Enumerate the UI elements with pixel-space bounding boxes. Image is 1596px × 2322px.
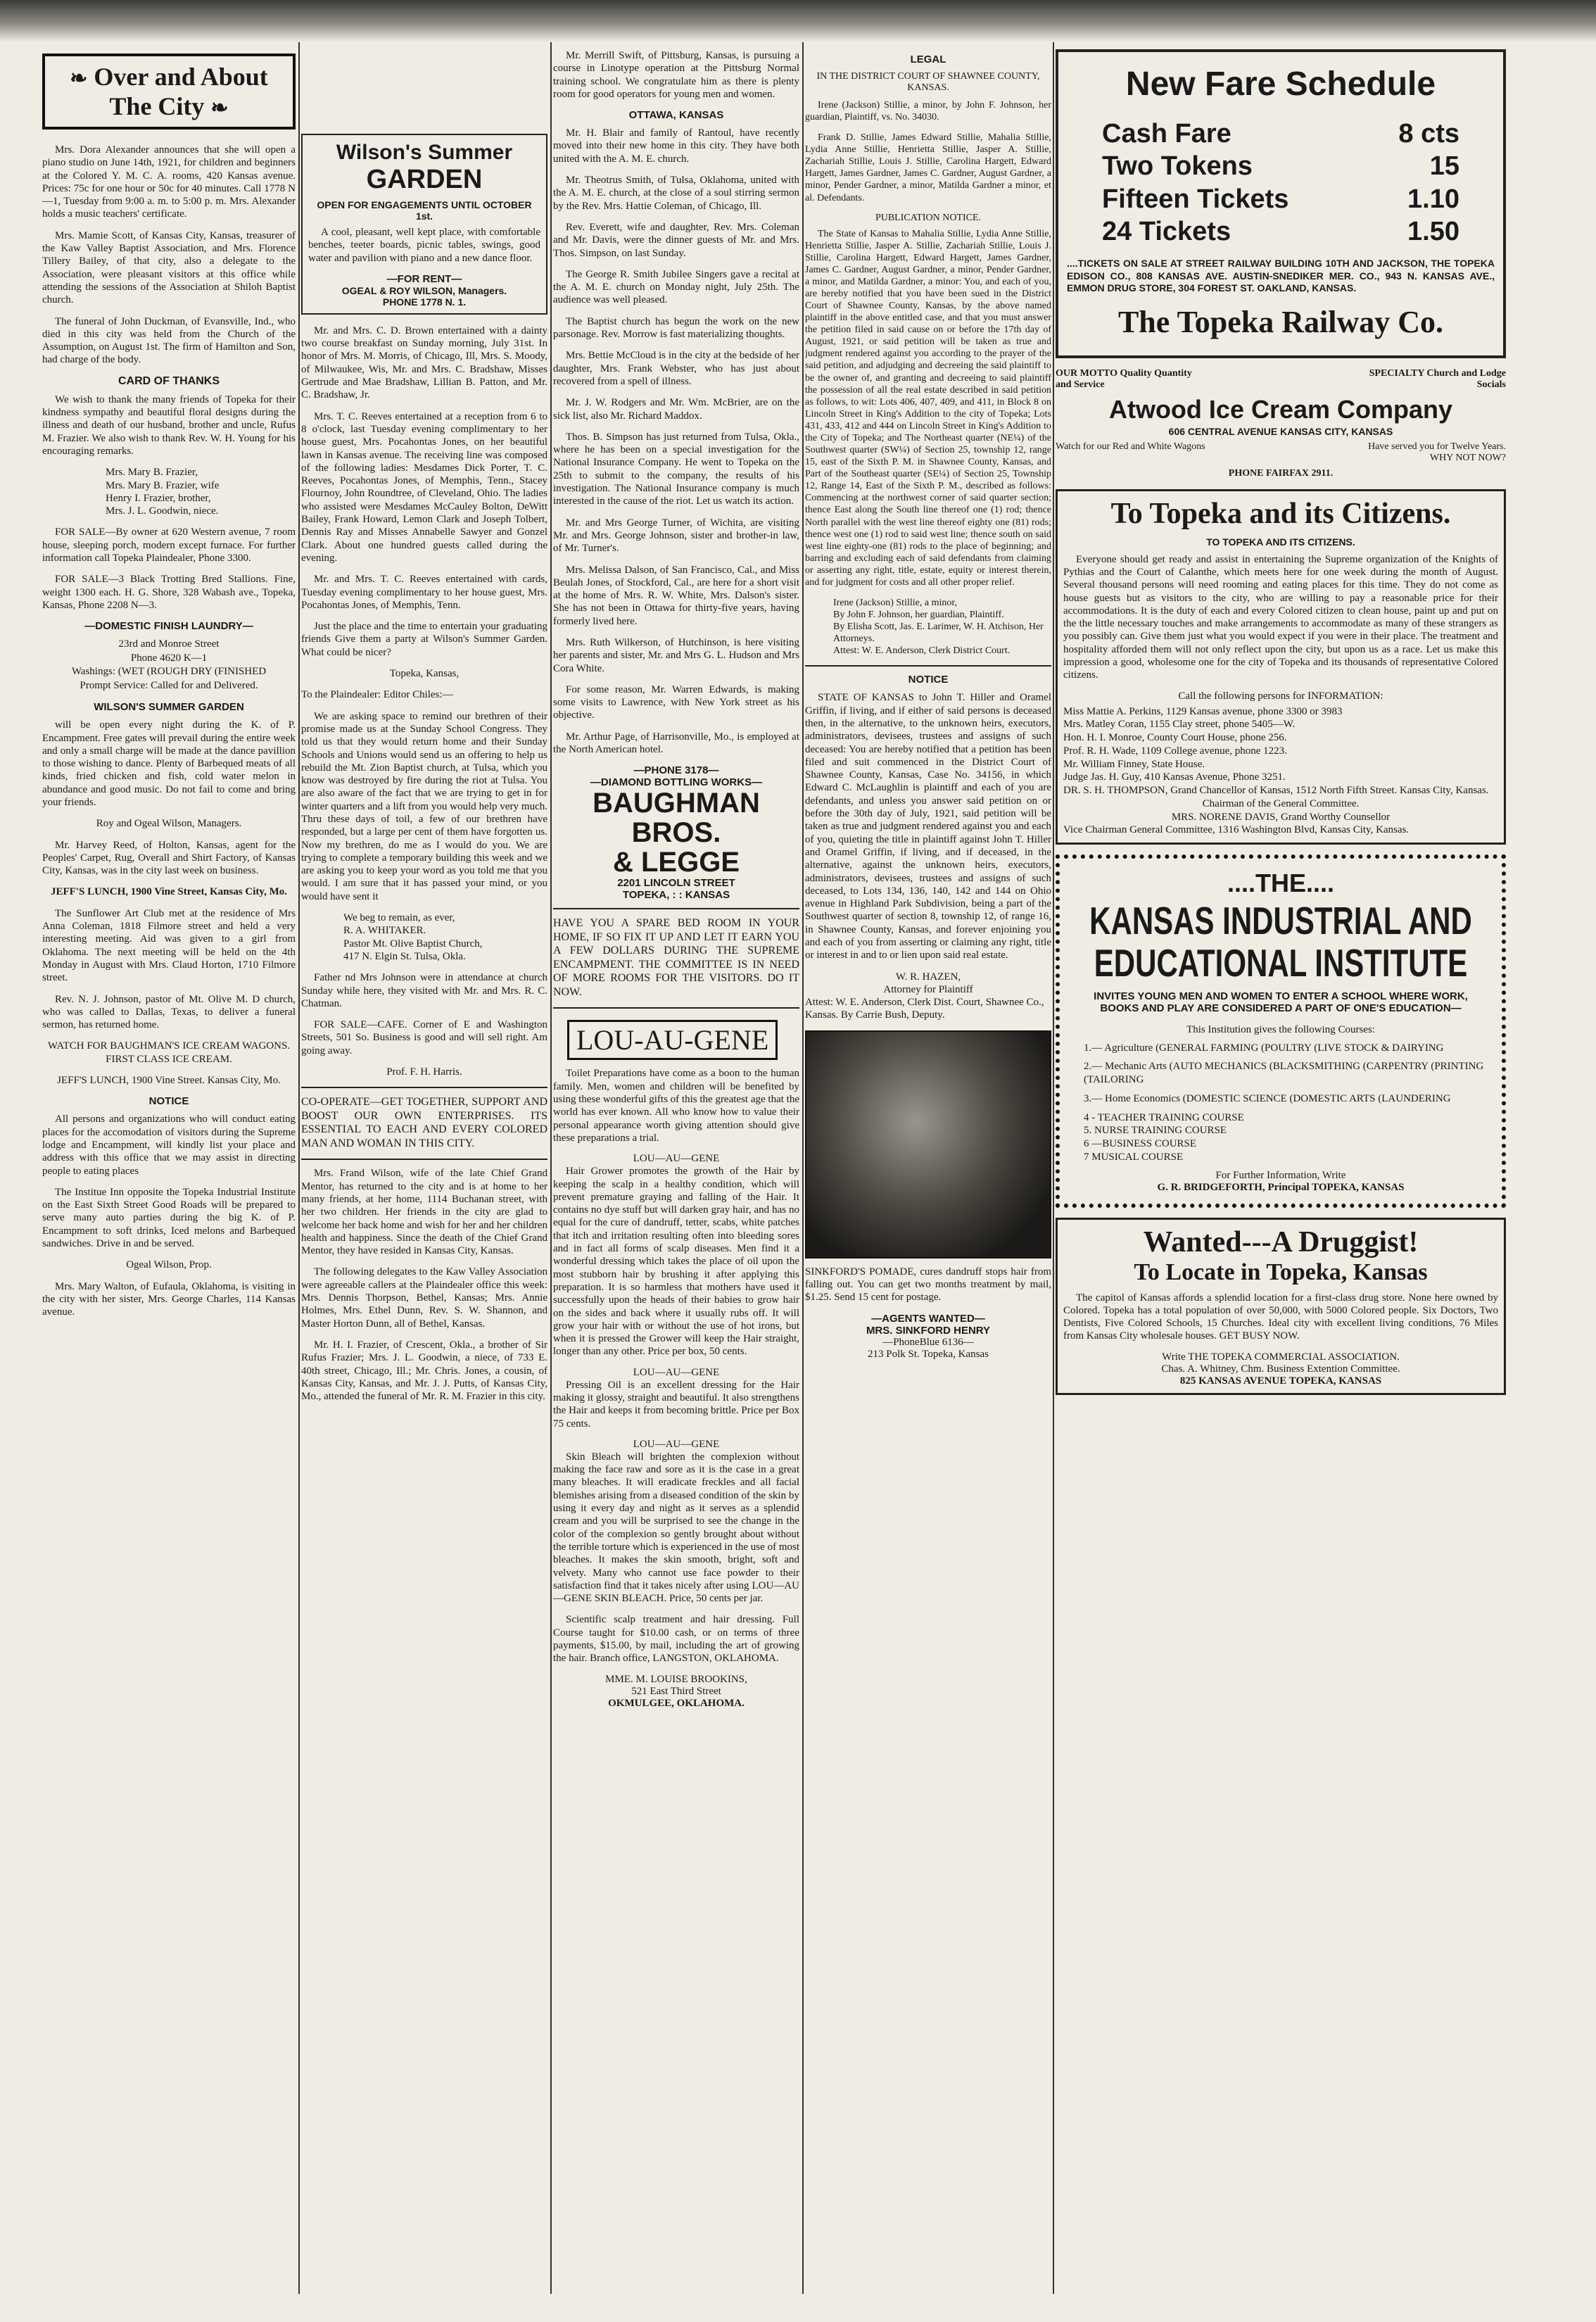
page-top-edge bbox=[0, 0, 1596, 42]
news-item: Mrs. Mamie Scott, of Kansas City, Kansas, treasurer of the Kaw Valley Baptist Association, and Mrs. Florence Tillery Bailey, of that city, also a delegate to the Association, were pleasant visitors at this office while attending the sessions of the Association at Shiloh Baptist church. bbox=[42, 229, 296, 306]
news-item: Mrs. Dora Alexander announces that she will open a piano studio on June 14th, 1921, for children and beginners at the Colored Y. M. C. A. rooms, 420 Kansas avenue. Prices: 75c for one hour or 50c for 40 minutes. Call 1778 N—1, Tuesday from 9:00 a. m. to 5:00 p. m. Mrs. Alexander holds a music teachers' certificate. bbox=[42, 144, 296, 220]
garden-title: WILSON'S SUMMER GARDEN bbox=[94, 701, 244, 714]
fare-note: ....TICKETS ON SALE AT STREET RAILWAY BUILDING 10TH AND JACKSON, THE TOPEKA EDISON CO., 808 KANSAS AVE. AUSTIN-SNEDIKER MER. CO., 943 N. KANSAS AVE., EMMON DRUG STORE, 304 FOREST ST. OAKLAND, KANSAS. bbox=[1067, 258, 1495, 294]
lou-city: OKMULGEE, OKLAHOMA. bbox=[608, 1697, 745, 1709]
thanks-signatures: Mrs. Mary B. Frazier, Mrs. Mary B. Frazier, wife Henry I. Frazier, brother, Mrs. J. L. Goodwin, niece. bbox=[106, 467, 220, 517]
news-item: Father nd Mrs Johnson were in attendance at church Sunday while here, they visited with Mr. and Mrs. R. C. Chatman. bbox=[301, 972, 547, 1009]
ottawa-item: For some reason, Mr. Warren Edwards, is making some visits to Lawrence, with New York street as his objective. bbox=[553, 683, 799, 721]
laundry-details: 23rd and Monroe Street Phone 4620 K—1 Washings: (WET (ROUGH DRY (FINISHED Prompt Service: Called for and Delivered. bbox=[71, 638, 267, 691]
news-item: Rev. N. J. Johnson, pastor of Mt. Olive M. D church, who was called to Dallas, Texas, to deliver a funeral sermon, has returned home. bbox=[42, 993, 296, 1031]
news-item: Just the place and the time to entertain your graduating friends Give them a party at Wilson's Summer Garden. What could be nicer? bbox=[301, 621, 547, 658]
news-item: Mrs. Frand Wilson, wife of the late Chief Grand Mentor, has returned to the city and is at home to her many friends, at her home, 1114 Buchanan street, with her two children. Her friends in the city are glad to welcome her back home and wish for her and her children health and happiness. Since the death of the Chief Grand Mentor, they have resided in Kansas City, Kansas. bbox=[301, 1168, 547, 1257]
druggist-ad bbox=[1056, 1218, 1506, 1395]
divider bbox=[301, 1087, 547, 1088]
ottawa-item: The Baptist church has begun the work on the new parsonage. Rev. Morrow is fast materializing thoughts. bbox=[553, 315, 799, 341]
fare-schedule-ad bbox=[1056, 49, 1506, 358]
fare-label: Two Tokens bbox=[1102, 151, 1253, 182]
publication-title: PUBLICATION NOTICE. bbox=[875, 212, 982, 223]
agents-address: 213 Polk St. Topeka, Kansas bbox=[867, 1348, 989, 1360]
news-item: Mr. Harvey Reed, of Holton, Kansas, agent for the Peoples' Carpet, Rug, Overall and Shirt Factory, of Kansas City, Kansas, was in the city last week on business. bbox=[42, 839, 296, 877]
news-item: Mrs. Mary Walton, of Eufaula, Oklahoma, is visiting in the city with her sister, Mrs. George Charles, 114 Kansas avenue. bbox=[42, 1280, 296, 1318]
ad-managers: OGEAL & ROY WILSON, Managers. bbox=[341, 284, 507, 296]
notice-body: All persons and organizations who will conduct eating places for the accomodation of visitors during the Supreme lodge and Encampment, will kindly list your place and address with this office that we may assist in directing people to eating places bbox=[42, 1113, 296, 1177]
institute-title: EDUCATIONAL INSTITUTE bbox=[1094, 942, 1468, 985]
institute-further: For Further Information, Write bbox=[1215, 1169, 1346, 1181]
legal-title: LEGAL bbox=[910, 53, 946, 65]
fare-title: New Fare Schedule bbox=[1125, 65, 1436, 103]
notice-sign: W. R. HAZEN, Attorney for Plaintiff Attest: W. E. Anderson, Clerk Dist. Court, Shawnee Co., Kansas. By Carrie Bush, Deputy. bbox=[805, 971, 1044, 1021]
lou-item: Skin Bleach will brighten the complexion without making the face raw and sore as it is the case in a great many bleaches. It will eradicate freckles and all facial blemishes arising from a diseased condition of the skin by using it every day and night as it serves as a splendid cream and you will be surprised to see the change in the color of the complexion so gently brought about without the terrible torture which is experienced in the use of most bleaches. It makes the skin smooth, bright, soft and velvety. Many who cannot use face powder to their satisfaction find that it takes nicely after using LOU—AU—GENE SKIN BLEACH. Price, 50 cents per jar. bbox=[553, 1451, 799, 1605]
thanks-title: CARD OF THANKS bbox=[118, 374, 220, 387]
ottawa-item: Thos. B. Simpson has just returned from Tulsa, Okla., where he has been on a special investigation for the National Insurance Company. He went to Topeka on the 25th to submit to the company, the results of his investigation. The National Insurance company is much interested in the cause of the riot. Let us watch its action. bbox=[553, 431, 799, 507]
news-item: Mr. H. I. Frazier, of Crescent, Okla., a brother of Sir Rufus Frazier; Mrs. J. L. Goodwin, a niece, of 733 E. 40th street, Chicago, Ill.; Mr. Chris. Jones, a cousin, of Kansas City, Kansas, and Mr. J. J. Putts, of Kansas City, Mo., attended the funeral of Mr. R. M. Frazier in this city. bbox=[301, 1339, 547, 1403]
atwood-phone: PHONE FAIRFAX 2911. bbox=[1228, 467, 1334, 479]
pomade-ad: SINKFORD'S POMADE, cures dandruff stops hair from falling out. You can get two months treatment by mail, $1.25. Send 15 cent for postage. bbox=[805, 1266, 1051, 1304]
lou-item-title: LOU—AU—GENE bbox=[633, 1153, 720, 1165]
wilson-garden-ad bbox=[301, 134, 547, 315]
publication-sign: Irene (Jackson) Stillie, a minor, By John F. Johnson, her guardian, Plaintiff. By Elisha Scott, Jas. E. Larimer, W. H. Atchison, Her Attorneys. Attest: W. E. Anderson, Clerk District Court. bbox=[833, 597, 1044, 657]
institute-courses: 1.— Agriculture (GENERAL FARMING (POULTRY (LIVE STOCK & DAIRYING 2.— Mechanic Arts (AUTO MECHANICS (BLACKSMITHING (CARPENTRY (PRINTING (TAILORING 3.— Home Economics (DOMESTIC SCIENCE (DOMESTIC ARTS (LAUNDERING 4 - TEACHER TRAINING COURSE 5. NURSE TRAINING COURSE 6 —BUSINESS COURSE 7 MUSICAL COURSE bbox=[1084, 1042, 1484, 1163]
lou-item: Hair Grower promotes the growth of the Hair by keeping the scalp in a healthy condition, which will prevent premature graying and falling of the Hair. It contains no dye stuff but will darken gray hair, and has no equal for the cure of dandruff, tetter, scabs, white patches that itch and irritation resulting often into bleeding sores and in fact all forms of scalp diseases. Men find it a wonderful dressing which takes the place of oil upon the most stubborn hair by brushing it after applying this preparation. It is so harmless that mothers have used it successfully upon the heads of their babies to grow hair on the sides and back where it usually rubs off. It will grow your hair with or without the use of hot irons, but when it is pressed the Grower will keep the Hair straight, longer than any other. Price per box, 50 cents. bbox=[553, 1166, 799, 1358]
lou-sign: MME. M. LOUISE BROOKINS, bbox=[605, 1673, 747, 1685]
lou-address: 521 East Third Street bbox=[631, 1685, 721, 1697]
fare-row bbox=[1067, 183, 1495, 215]
baughman-address: 2201 LINCOLN STREET bbox=[617, 877, 735, 890]
inn-body: The Institue Inn opposite the Topeka Industrial Institute on the East Sixth Street Good Roads will be prepared to serve many auto parties during the big K. of P. Encampment to soft drinks, Iced melons and Barbequed sandwiches. Drive in and be served. bbox=[42, 1186, 296, 1249]
column-rule bbox=[298, 42, 300, 2294]
fare-row bbox=[1067, 150, 1495, 182]
ottawa-item: Mr. Theotrus Smith, of Tulsa, Oklahoma, united with the A. M. E. church, at the close of a soul stirring sermon by the Rev. Mrs. Hattie Coleman, of Chicago, Ill. bbox=[553, 175, 799, 212]
druggist-address: 825 KANSAS AVENUE TOPEKA, KANSAS bbox=[1179, 1375, 1382, 1387]
ottawa-item: Mr. J. W. Rodgers and Mr. Wm. McBrier, are on the sick list, also Mr. Richard Maddox. bbox=[553, 397, 799, 422]
fare-row bbox=[1067, 215, 1495, 248]
column-rule bbox=[802, 42, 804, 2294]
agents-wanted: —AGENTS WANTED— bbox=[871, 1312, 985, 1325]
column-2 bbox=[301, 49, 547, 2294]
atwood-wagons: Watch for our Red and White Wagons bbox=[1056, 441, 1205, 452]
garden-sign: Roy and Ogeal Wilson, Managers. bbox=[96, 818, 242, 830]
column-rule bbox=[1053, 42, 1054, 2294]
classified: FOR SALE—3 Black Trotting Bred Stallions. Fine, weight 1300 each. H. G. Shore, 328 Wabash ave., Topeka, Kansas, Phone 2208 N—3. bbox=[42, 574, 296, 611]
agents-name: MRS. SINKFORD HENRY bbox=[866, 1324, 991, 1337]
ottawa-item: Mrs. Melissa Dalson, of San Francisco, Cal., and Miss Beulah Jones, of Stockford, Cal., are here for a short visit at the home of Mrs. R. W. White, Mrs. Dalson's sister. She has not been in Ottawa for thirty-five years, having formerly lived here. bbox=[553, 564, 799, 627]
news-item: The following delegates to the Kaw Valley Association were agreeable callers at the Plaindealer office this week: Mrs. Dennis Thorpson, Bethel, Kansas; Mrs. Annie Holmes, Mrs. Ethel Dunn, Rev. S. W. Shannon, and Master Horton Dunn, all of Bethel, Kansas. bbox=[301, 1266, 547, 1330]
ottawa-item: Mrs. Bettie McCloud is in the city at the bedside of her daughter, Mrs. Frank Webster, who has just about recovered from a spell of illness. bbox=[553, 350, 799, 387]
letter-to: To the Plaindealer: Editor Chiles:— bbox=[301, 689, 453, 701]
fare-price: 1.50 bbox=[1407, 217, 1459, 247]
legal-parties: Frank D. Stillie, James Edward Stillie, Mahalia Stillie, Lydia Anne Stillie, Henrietta Stillie, Jasper A. Stillie, Zachariah Stillie, Louis J. Stillie, Carolina Hargett, Edward Hargett, James Gardner, James C. Gardner, August Gardner, a minor, Pender Gardner, a minor, Matilda Gardner a minor, et al. Defendants. bbox=[805, 132, 1051, 203]
column-rule bbox=[550, 42, 552, 2294]
column-1 bbox=[42, 49, 296, 2294]
notice-body: STATE OF KANSAS to John T. Hiller and Oramel Griffin, if living, and if either of said persons is deceased then, in the alternative, to the unknown heirs, executors, administrators, devisees, trustees and assigns of such deceased: You are hereby notified that a petition has been filed and suit commenced in the District Court of Shawnee County, Kansas, Case No. 34156, in which Edward C. McLaughlin is plaintiff and each of you are defendants, and unless you answer said petition on or before the 30th day of July, 1921, said petition will be taken as true and judgment rendered against you and each of you, quieting the title in plaintiff against John T. Hiller and Oramel Griffin, if living, and if deceased, in the alternative, against the unknown heirs, executors, administrators, devisees, trustees and assigns of such deceased, to Lots 134, 136, 140, 142 and 144 on Ohio avenue in Highland Park Subdivision, being a part of the Southwest quarter of section 8, township 12, of range 16, in Shawnee County, Kansas, and forever enjoining you and each of you from asserting or claiming any right, title or interest in and to or lien upon said real estate. bbox=[805, 692, 1051, 961]
druggist-title: Wanted---A Druggist! bbox=[1143, 1225, 1419, 1258]
divider bbox=[553, 908, 799, 909]
fare-price: 1.10 bbox=[1407, 184, 1459, 214]
institute-ad bbox=[1056, 854, 1506, 1207]
citizens-contact-list: Miss Mattie A. Perkins, 1129 Kansas avenue, phone 3300 or 3983 Mrs. Matley Coran, 1155 Clay street, phone 5405—W. Hon. H. I. Monroe, County Court House, phone 256. Prof. R. H. Wade, 1109 College avenue, phone 1223. Mr. William Finney, State House. Judge Jas. H. Guy, 410 Kansas Avenue, Phone 3251. DR. S. H. THOMPSON, Grand Chancellor of Kansas, 1512 North Fifth Street. Kansas City, Kansas. Chairman of the General Committee. MRS. NORENE DAVIS, Grand Worthy Counsellor Vice Chairman General Committee, 1316 Washington Blvd, Kansas City, Kansas. bbox=[1063, 705, 1489, 836]
divider bbox=[805, 665, 1051, 667]
atwood-address: 606 CENTRAL AVENUE KANSAS CITY, KANSAS bbox=[1168, 425, 1393, 437]
classified: FOR SALE—By owner at 620 Western avenue, 7 room house, sleeping porch, modern except furnace. For further information call Topeka Plaindealer, Phone 3300. bbox=[42, 526, 296, 564]
ornament-icon: ❧ bbox=[70, 67, 88, 90]
atwood-served: Have served you for Twelve Years. WHY NOT NOW? bbox=[1368, 441, 1506, 463]
jeffs-lunch: JEFF'S LUNCH, 1900 Vine Street, Kansas City, Mo. bbox=[51, 886, 287, 898]
atwood-ad bbox=[1056, 368, 1506, 479]
divider bbox=[301, 1159, 547, 1160]
lou-item: Pressing Oil is an excellent dressing for the Hair making it glossy, straight and beautiful. It also strengthens the Hair and keeps it from becoming brittle. Price per Box 75 cents. bbox=[553, 1379, 799, 1430]
divider bbox=[553, 1007, 799, 1009]
classified: FOR SALE—CAFE. Corner of E and Washington Streets, 501 So. Business is good and will sell right. Am going away. bbox=[301, 1019, 547, 1056]
ottawa-title: OTTAWA, KANSAS bbox=[628, 109, 724, 122]
ad-body: A cool, pleasant, well kept place, with comfortable benches, teeter boards, picnic tables, swings, good water and pavilion with piano and a new dance floor. bbox=[308, 227, 540, 264]
jeffs-lunch-2: JEFF'S LUNCH, 1900 Vine Street. Kansas City, Mo. bbox=[57, 1075, 281, 1087]
fare-label: 24 Tickets bbox=[1102, 217, 1231, 247]
news-item: The funeral of John Duckman, of Evansville, Ind., who died in this city was held from the Church of the Assumption, on August 1st. The firm of Hamilton and Son, had charge of the body. bbox=[42, 315, 296, 366]
column-5 bbox=[1056, 49, 1506, 2294]
baughman-notice: WATCH FOR BAUGHMAN'S ICE CREAM WAGONS. FIRST CLASS ICE CREAM. bbox=[47, 1040, 291, 1065]
news-item: The Sunflower Art Club met at the residence of Mrs Anna Coleman, 1818 Filmore street and held a very interesting meeting. Aid was given to a girl from Oklahoma. The next meeting will be held on the 4th Monday in August with Mrs. Claud Horton, 1710 Filmore street. bbox=[42, 907, 296, 984]
legal-case: Irene (Jackson) Stillie, a minor, by John F. Johnson, her guardian, Plaintiff, vs. No. 34030. bbox=[805, 100, 1051, 123]
atwood-specialty: SPECIALTY Church and Lodge Socials bbox=[1369, 367, 1506, 390]
inn-sign: Ogeal Wilson, Prop. bbox=[126, 1259, 212, 1271]
ad-phone: PHONE 1778 N. 1. bbox=[382, 296, 467, 308]
citizens-title: To Topeka and its Citizens. bbox=[1110, 497, 1451, 530]
lou-intro: Toilet Preparations have come as a boon to the human family. Men, women and children will be benefited by using these wonderful gifts of this the greatest age that the world has ever known. All who know how to value their personal appearance worth giving attention should give these preparations a trial. bbox=[553, 1068, 799, 1144]
lou-item-title: LOU—AU—GENE bbox=[633, 1438, 720, 1450]
citizens-subtitle: TO TOPEKA AND ITS CITIZENS. bbox=[1206, 536, 1355, 548]
baughman-city: TOPEKA, : : KANSAS bbox=[622, 889, 730, 902]
column-4 bbox=[805, 49, 1051, 2294]
atwood-title: Atwood Ice Cream Company bbox=[1108, 394, 1453, 424]
thanks-body: We wish to thank the many friends of Topeka for their kindness sympathy and beautiful floral designs during the illness and death of our husband, brother and uncle, Rufus M. Frazier. We also wish to thank Rev. W. H. Young for his encouraging remarks. bbox=[42, 393, 296, 457]
druggist-chairman: Chas. A. Whitney, Chm. Business Extention Committee. bbox=[1161, 1363, 1400, 1375]
institute-subtitle: INVITES YOUNG MEN AND WOMEN TO ENTER A SCHOOL WHERE WORK, BOOKS AND PLAY ARE CONSIDERED A PART OF ONE'S EDUCATION— bbox=[1094, 990, 1468, 1014]
publication-body: The State of Kansas to Mahalia Stillie, Lydia Anne Stillie, Henrietta Stillie, Jasper A. Stillie, Zachariah Stillie, Louis J. Stillie, Carolina Hargett, Edward Hargett, James Gardner, James C. Gardner, August Gardner, a minor, Pender Gardner, a minor, and Matilda Gardner, a minor: You, and each of you, are hereby notified that you have been sued in the District Court of Shawnee County, Kansas, by the above named plaintiff in the above entitled case, and that you must answer the petition filed in said cause on or before the 17th day of August, 1921, or said petition will be taken as true and judgment rendered against you according to the prayer of the said petition, and adjudging and decreeing the said plaintiff to be the owner of, and granting and decreeing to said plaintiff the possession of all the real estate described in said petition as follows, to wit: Lots 406, 407, 409, and 411, in Block 8 on Lincoln Street in King's Addition to the city of Topeka; Lots 431, 433, 412 and 444 on Lincoln Street in King's Addition to the City of Topeka; and The Northeast quarter (NE¼) of the Southwest quarter (SW¼) of Section 25, township 12, range 15, east of the Sixth P. M. in Shawnee County, Kansas, and Part of the Southeast quarter (SE¼) of Section 25, Township 12, Range 14, East of the Sixth P. M., described as follows: Commencing at the northwest corner of said quarter section; thence East along the South line thereof one (1) rod; thence North parallel with the west line thereof eighty one (81) rods; thence west one (1) rod to said west line; thence south on said west line eighty-one (81) rods to the place of beginning; and barring and excluding each of said defendants from claiming or asserting any right, title, estate, equity or interest therein, and for judgment for costs and all other proper relief. bbox=[805, 228, 1051, 588]
section-header: ❧ Over and About The City ❧ bbox=[42, 53, 296, 130]
railway-name: The Topeka Railway Co. bbox=[1117, 304, 1444, 339]
baughman-name: BAUGHMAN BROS. bbox=[593, 788, 760, 849]
notice-title: NOTICE bbox=[148, 1095, 189, 1108]
letter-place: Topeka, Kansas, bbox=[389, 668, 460, 680]
news-item: Mr. and Mrs. T. C. Reeves entertained with cards, Tuesday evening complimentary to her house guest, Mrs. Pocahontas Jones, of Memphis, Tenn. bbox=[301, 574, 547, 611]
harris-sign: Prof. F. H. Harris. bbox=[386, 1066, 462, 1078]
ottawa-item: Rev. Everett, wife and daughter, Rev. Mrs. Coleman and Mr. Davis, were the dinner guests of Mr. and Mrs. Thos. Simpson, on last Sunday. bbox=[553, 221, 799, 259]
institute-the: ....THE.... bbox=[1227, 869, 1334, 898]
letter-close: We beg to remain, as ever, R. A. WHITAKER. Pastor Mt. Olive Baptist Church, 417 N. Elgin St. Tulsa, Okla. bbox=[343, 912, 483, 962]
institute-intro: This Institution gives the following Courses: bbox=[1186, 1023, 1375, 1035]
lou-item: Scientific scalp treatment and hair dressing. Full Course taught for $10.00 cash, or on terms of three payments, $15.00, by mail, including the art of growing the hair. Branch office, LANGSTON, OKLAHOMA. bbox=[553, 1614, 799, 1665]
fare-price: 8 cts bbox=[1398, 119, 1459, 149]
ottawa-item: Mr. and Mrs George Turner, of Wichita, are visiting Mr. and Mrs. George Johnson, sister and brother-in law, of Mr. Turner's. bbox=[553, 517, 799, 555]
column-3 bbox=[553, 49, 799, 2294]
fare-price: 15 bbox=[1429, 151, 1459, 182]
fare-list bbox=[1067, 118, 1495, 248]
garden-body: will be open every night during the K. of P. Encampment. Free gates will prevail during the entire week and only a small charge will be made at the dance pavillion to those wishing to dance. Plenty of Barbequed meats of all kinds, fried chicken and fish, cold water melon in abundance and good music. Do not fail to come and bring your friends. bbox=[42, 719, 296, 808]
lou-au-gene-logo: LOU-AU-GENE bbox=[567, 1020, 778, 1060]
legal-court: IN THE DISTRICT COURT OF SHAWNEE COUNTY, KANSAS. bbox=[816, 71, 1040, 93]
ottawa-item: Mrs. Ruth Wilkerson, of Hutchinson, is here visiting her parents and sister, Mr. and Mrs G. L. Hudson and Mrs Cora White. bbox=[553, 636, 799, 674]
agents-phone: —PhoneBlue 6136— bbox=[882, 1336, 974, 1348]
lou-item-title: LOU—AU—GENE bbox=[633, 1366, 720, 1378]
laundry-title: —DOMESTIC FINISH LAUNDRY— bbox=[84, 620, 253, 633]
ottawa-item: Mr. Arthur Page, of Harrisonville, Mo., is employed at the North American hotel. bbox=[553, 731, 799, 756]
spare-room-notice: HAVE YOU A SPARE BED ROOM IN YOUR HOME, IF SO FIX IT UP AND LET IT EARN YOU A FEW DOLLARS DURING THE SUPREME ENCAMPMENT. THE COMMITTEE IS IN NEED OF MORE ROOMS FOR THE VISITORS. DO IT NOW. bbox=[553, 917, 799, 998]
news-item: Mr. and Mrs. C. D. Brown entertained with a dainty two course breakfast on Sunday morning, July 31st. In honor of Mrs. M. Morris, of Chicago, Ill, Mrs. S. Moody, of Milwaukee, Wis, Mr. and Mrs. C. Bradshaw, Misses Gertrude and Mae Bradshaw, Lillian B. Patton, and Mr. C. Bradshaw, Jr. bbox=[301, 324, 547, 401]
ornament-icon: ❧ bbox=[210, 96, 229, 120]
citizens-call: Call the following persons for INFORMATION: bbox=[1178, 690, 1383, 702]
portrait-photo bbox=[805, 1030, 1051, 1258]
druggist-body: The capitol of Kansas affords a splendid location for a first-class drug store. None here owned by Colored. Topeka has a total population of over 50,000, with 5000 Colored people. Six Doctors, Two Dentists, Five Colored Schools, 15 Churches. Ideal city with excellent living conditions, 76 Miles from Kansas City wholesale houses. GET BUSY NOW. bbox=[1063, 1292, 1498, 1342]
fare-row bbox=[1067, 118, 1495, 150]
ad-rent: —FOR RENT— bbox=[386, 272, 462, 285]
ottawa-item: The George R. Smith Jubilee Singers gave a recital at the A. M. E. church on Monday night, July 25th. The audience was well pleased. bbox=[553, 268, 799, 306]
ad-title: Wilson's Summer bbox=[336, 141, 513, 164]
institute-principal: G. R. BRIDGEFORTH, Principal TOPEKA, KANSAS bbox=[1157, 1181, 1405, 1193]
citizens-notice bbox=[1056, 489, 1506, 845]
institute-title: KANSAS INDUSTRIAL AND bbox=[1089, 899, 1472, 943]
druggist-subtitle: To Locate in Topeka, Kansas bbox=[1134, 1258, 1428, 1285]
fare-label: Fifteen Tickets bbox=[1102, 184, 1289, 214]
ad-subtitle: OPEN FOR ENGAGEMENTS UNTIL OCTOBER 1st. bbox=[317, 199, 532, 222]
druggist-write: Write THE TOPEKA COMMERCIAL ASSOCIATION. bbox=[1162, 1351, 1400, 1363]
bottling-title: —DIAMOND BOTTLING WORKS— bbox=[590, 776, 763, 789]
news-item: Mrs. T. C. Reeves entertained at a reception from 6 to 8 o'clock, last Tuesday evening complimentary to her house guest, Mrs. Pocahontas Jones, on her beautiful lawn in Kansas avenue. The receiving line was composed of the following ladies: Mesdames Dick Porter, T. C. Reeves, Pocahontas Jones, of Memphis, Tenn., Stacey Flournoy, John Roundtree, of Cleveland, Ohio. The ladies who assisted were Mesdames McCauley Bolton, DeWitt Bailey, Frank Howard, Lemon Clark and Joseph Tolbert, Dennis Ray and Misses Annabelle Sawyer and Gonzel Clark. About one hundred guests called during the evening. bbox=[301, 410, 547, 564]
news-item: Mr. Merrill Swift, of Pittsburg, Kansas, is pursuing a course in Linotype operation at the Pittsburg Normal training school. We congratulate him as there is plenty room for good operators for young men and women. bbox=[553, 50, 799, 100]
bottling-phone: —PHONE 3178— bbox=[633, 764, 719, 777]
ad-title: GARDEN bbox=[366, 165, 483, 194]
notice-title: NOTICE bbox=[908, 674, 949, 686]
atwood-motto: OUR MOTTO Quality Quantity and Service bbox=[1056, 367, 1192, 390]
cooperate-notice: CO-OPERATE—GET TOGETHER, SUPPORT AND BOOST OUR OWN ENTERPRISES. ITS ESSENTIAL TO EACH AND EVERY COLORED MAN AND WOMAN IN THIS CITY. bbox=[301, 1096, 547, 1149]
letter-body: We are asking space to remind our brethren of their promise made us at the Sunday School Congress. They told us that they would return home and their Sunday Schools and Unions would send us an offering to help us rebuild the Mt. Zion Baptist church, at Tulsa, which you know was destroyed by fire during the riot at Tulsa. You are also aware of the fact that we are trying to get in for winter quarters and a lift from you would help very much. Thru these days of toil, a few of our brethren have responded, but a large per cent of them have forgotten us. Now my brethren, do me as I would do you. We are trying to complete a temporary building this week and we are asking you to keep your word as you told me that you would. I am sure that it has passed your mind, or you would have sent it bbox=[301, 710, 547, 902]
ottawa-item: Mr. H. Blair and family of Rantoul, have recently moved into their new home in this city. They have both united with the A. M. E. church. bbox=[553, 127, 799, 165]
citizens-body: Everyone should get ready and assist in entertaining the Supreme organization of the Knights of Pythias and the Court of Calanthe, which meets here for one week during the month of August. Several thousand persons will need rooming and eating places for this time. They do not come as house guests but as visitors to the city, who are willing to pay a reasonable price for their accommodations. It is the duty of each and every Colored citizen to clean house, paint up and put on the the little necessary touches and make arrangements to accommodate as many of these strangers as you possibly can. Give them just what you would expect if you were in their place. The treatment and hospitality afforded them will not only reflect upon the city, but upon us as a race. Let us make this impression a good, wholesome one for the city of Topeka and its thousands of representative Colored citizens. bbox=[1063, 553, 1498, 681]
fare-label: Cash Fare bbox=[1102, 119, 1231, 149]
baughman-name: & LEGGE bbox=[612, 847, 740, 878]
